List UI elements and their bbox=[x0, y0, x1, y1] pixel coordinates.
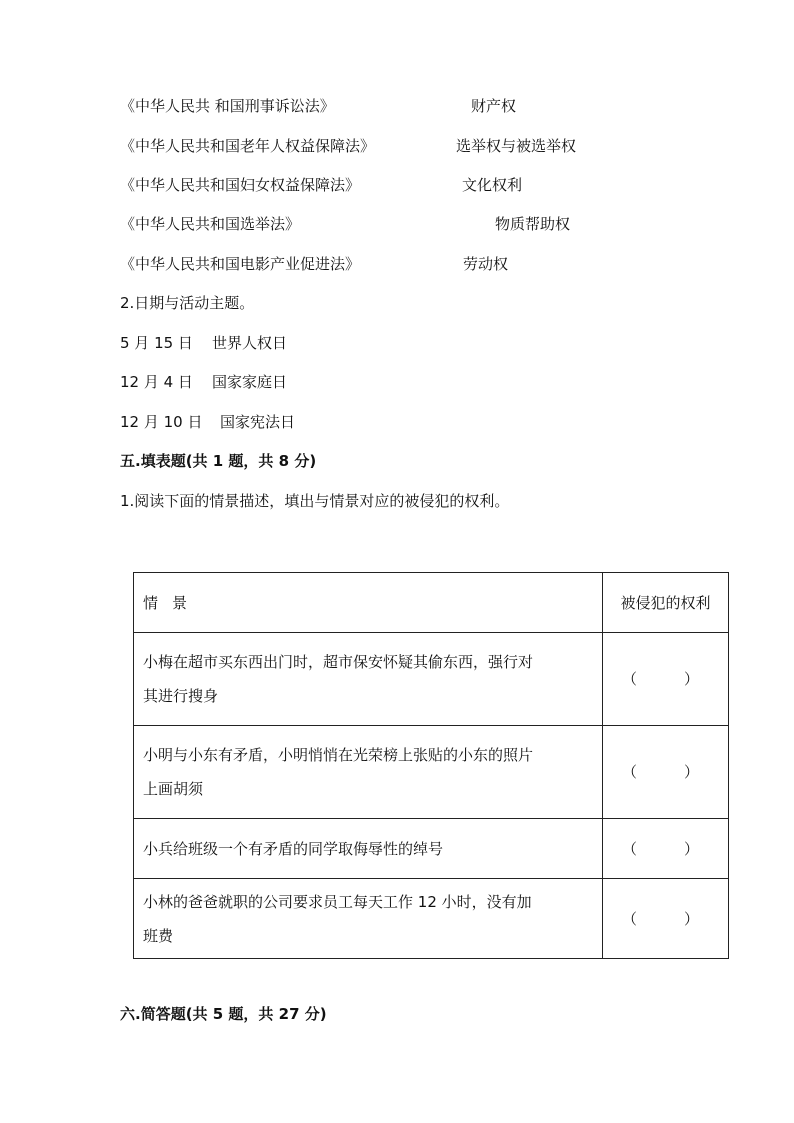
law-item: 《中华人民共和国选举法》 bbox=[120, 215, 301, 233]
question-title: 2.日期与活动主题。 bbox=[120, 294, 255, 312]
date-item: 5 月 15 日 bbox=[120, 334, 193, 352]
right-item: 财产权 bbox=[471, 97, 517, 115]
close-paren: ） bbox=[684, 909, 700, 928]
event-item: 国家宪法日 bbox=[220, 413, 296, 431]
table-header-row bbox=[134, 573, 729, 633]
law-item: 《中华人民共和国老年人权益保障法》 bbox=[120, 137, 376, 155]
section-five-heading: 五.填表题(共 1 题，共 8 分) bbox=[120, 452, 317, 470]
scene-text-line: 班费 bbox=[143, 926, 174, 945]
scene-cell bbox=[134, 726, 603, 819]
scene-text-line: 小梅在超市买东西出门时，超市保安怀疑其偷东西，强行对 bbox=[143, 653, 534, 671]
answer-cell[interactable] bbox=[603, 819, 729, 879]
event-item: 世界人权日 bbox=[212, 334, 288, 352]
law-item: 《中华人民共和国电影产业促进法》 bbox=[120, 255, 361, 273]
date-item: 12 月 4 日 bbox=[120, 373, 193, 391]
answer-cell[interactable] bbox=[603, 726, 729, 819]
table-row bbox=[134, 633, 729, 726]
header-scene: 情景 bbox=[134, 573, 603, 633]
scene-text-line: 上画胡须 bbox=[143, 780, 204, 798]
open-paren: （ bbox=[622, 763, 638, 781]
right-item: 选举权与被选举权 bbox=[456, 137, 577, 155]
law-item: 《中华人民共和国妇女权益保障法》 bbox=[120, 176, 361, 194]
right-item: 劳动权 bbox=[463, 255, 509, 273]
scene-text-line: 其进行搜身 bbox=[143, 687, 219, 705]
date-item: 12 月 10 日 bbox=[120, 413, 203, 431]
law-item: 《中华人民共 和国刑事诉讼法》 bbox=[120, 97, 335, 115]
header-violated-right: 被侵犯的权利 bbox=[603, 573, 729, 633]
section-six-heading: 六.简答题(共 5 题，共 27 分) bbox=[120, 1005, 327, 1023]
open-paren: （ bbox=[622, 670, 638, 688]
scene-cell bbox=[134, 819, 603, 879]
table-row bbox=[134, 879, 729, 959]
answer-cell[interactable] bbox=[603, 879, 729, 959]
event-item: 国家家庭日 bbox=[212, 373, 288, 391]
open-paren: （ bbox=[622, 839, 638, 858]
scene-cell bbox=[134, 879, 603, 959]
scene-text-line: 小明与小东有矛盾，小明悄悄在光荣榜上张贴的小东的照片 bbox=[143, 746, 534, 764]
table-row bbox=[134, 819, 729, 879]
scene-cell bbox=[134, 633, 603, 726]
scene-text-line: 小兵给班级一个有矛盾的同学取侮辱性的绰号 bbox=[143, 839, 444, 858]
close-paren: ） bbox=[684, 670, 700, 688]
open-paren: （ bbox=[622, 909, 638, 928]
answer-cell[interactable] bbox=[603, 633, 729, 726]
right-item: 文化权利 bbox=[462, 176, 523, 194]
close-paren: ） bbox=[684, 763, 700, 781]
table-row bbox=[134, 726, 729, 819]
rights-table bbox=[133, 572, 729, 959]
close-paren: ） bbox=[684, 839, 700, 858]
right-item: 物质帮助权 bbox=[495, 215, 571, 233]
section-five-question: 1.阅读下面的情景描述，填出与情景对应的被侵犯的权利。 bbox=[120, 492, 510, 510]
scene-text-line: 小林的爸爸就职的公司要求员工每天工作 12 小时，没有加 bbox=[143, 892, 532, 911]
